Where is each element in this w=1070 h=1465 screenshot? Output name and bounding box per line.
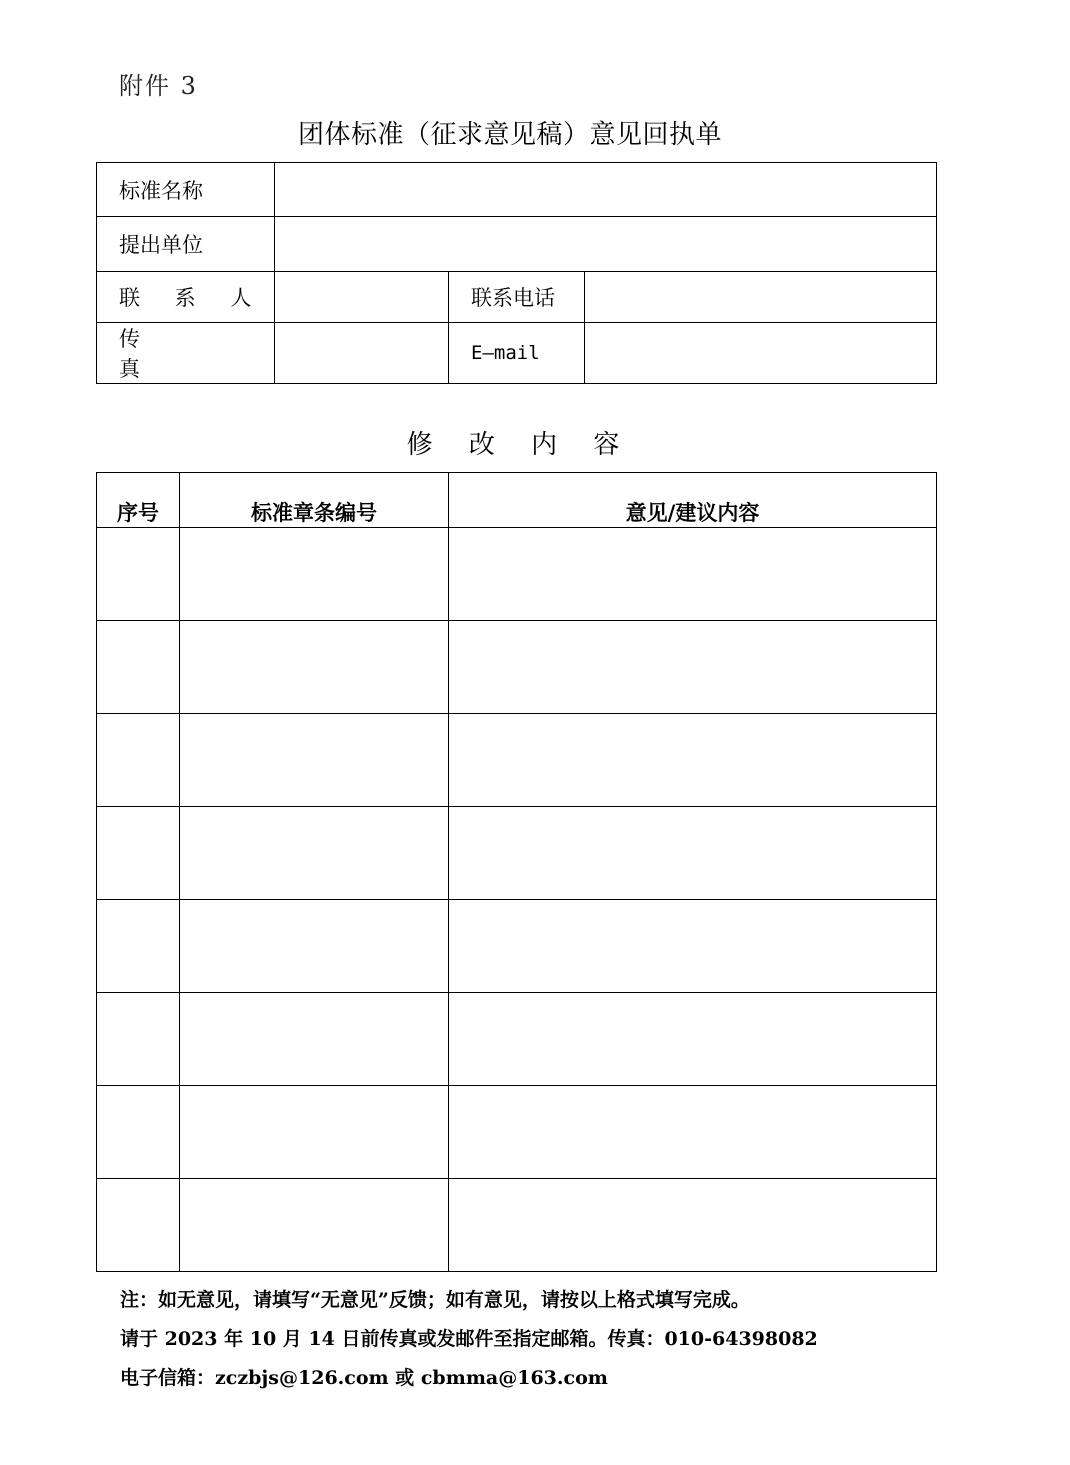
section-title: 修 改 内 容 <box>406 430 634 460</box>
fax-label: 传 真 <box>97 323 275 384</box>
phone-label: 联系电话 <box>449 272 585 323</box>
clause-cell[interactable] <box>180 807 449 900</box>
clause-cell[interactable] <box>180 1086 449 1179</box>
clause-cell[interactable] <box>180 1179 449 1272</box>
table-row <box>97 900 937 993</box>
unit-row <box>97 217 937 272</box>
revision-table-header <box>97 473 937 528</box>
attachment-label: 附件 3 <box>119 72 198 100</box>
table-row <box>97 1179 937 1272</box>
table-row <box>97 1086 937 1179</box>
contact-info-table <box>96 162 937 384</box>
unit-field[interactable] <box>275 217 937 272</box>
document-title: 团体标准（征求意见稿）意见回执单 <box>297 120 722 150</box>
standard-name-label: 标准名称 <box>97 163 275 217</box>
table-row <box>97 528 937 621</box>
comment-cell[interactable] <box>449 807 937 900</box>
table-row <box>97 621 937 714</box>
comment-cell[interactable] <box>449 1086 937 1179</box>
revision-table <box>96 472 937 1272</box>
seq-cell[interactable] <box>97 621 180 714</box>
email-field[interactable] <box>585 323 937 384</box>
table-row <box>97 993 937 1086</box>
seq-cell[interactable] <box>97 807 180 900</box>
clause-cell[interactable] <box>180 714 449 807</box>
clause-cell[interactable] <box>180 528 449 621</box>
email-label: E—mail <box>449 323 585 384</box>
comment-cell[interactable] <box>449 528 937 621</box>
seq-cell[interactable] <box>97 1179 180 1272</box>
comment-cell[interactable] <box>449 900 937 993</box>
note-instructions: 注：如无意见，请填写“无意见”反馈；如有意见，请按以上格式填写完成。 <box>120 1289 750 1311</box>
seq-cell[interactable] <box>97 1086 180 1179</box>
contact-field[interactable] <box>275 272 449 323</box>
header-comment-content: 意见/建议内容 <box>449 473 937 528</box>
header-seq: 序号 <box>97 473 180 528</box>
fax-row <box>97 323 937 384</box>
comment-cell[interactable] <box>449 621 937 714</box>
comment-cell[interactable] <box>449 993 937 1086</box>
clause-cell[interactable] <box>180 900 449 993</box>
comment-cell[interactable] <box>449 1179 937 1272</box>
seq-cell[interactable] <box>97 993 180 1086</box>
fax-field[interactable] <box>275 323 449 384</box>
seq-cell[interactable] <box>97 714 180 807</box>
contact-row <box>97 272 937 323</box>
standard-name-field[interactable] <box>275 163 937 217</box>
contact-label: 联 系 人 <box>97 272 275 323</box>
header-clause-number: 标准章条编号 <box>180 473 449 528</box>
phone-field[interactable] <box>585 272 937 323</box>
seq-cell[interactable] <box>97 528 180 621</box>
table-row <box>97 714 937 807</box>
table-row <box>97 807 937 900</box>
note-deadline-fax: 请于 2023 年 10 月 14 日前传真或发邮件至指定邮箱。传真：010-64398082 <box>120 1328 818 1350</box>
seq-cell[interactable] <box>97 900 180 993</box>
clause-cell[interactable] <box>180 993 449 1086</box>
standard-name-row <box>97 163 937 217</box>
unit-label: 提出单位 <box>97 217 275 272</box>
note-email: 电子信箱：zczbjs@126.com 或 cbmma@163.com <box>120 1367 608 1389</box>
comment-cell[interactable] <box>449 714 937 807</box>
clause-cell[interactable] <box>180 621 449 714</box>
